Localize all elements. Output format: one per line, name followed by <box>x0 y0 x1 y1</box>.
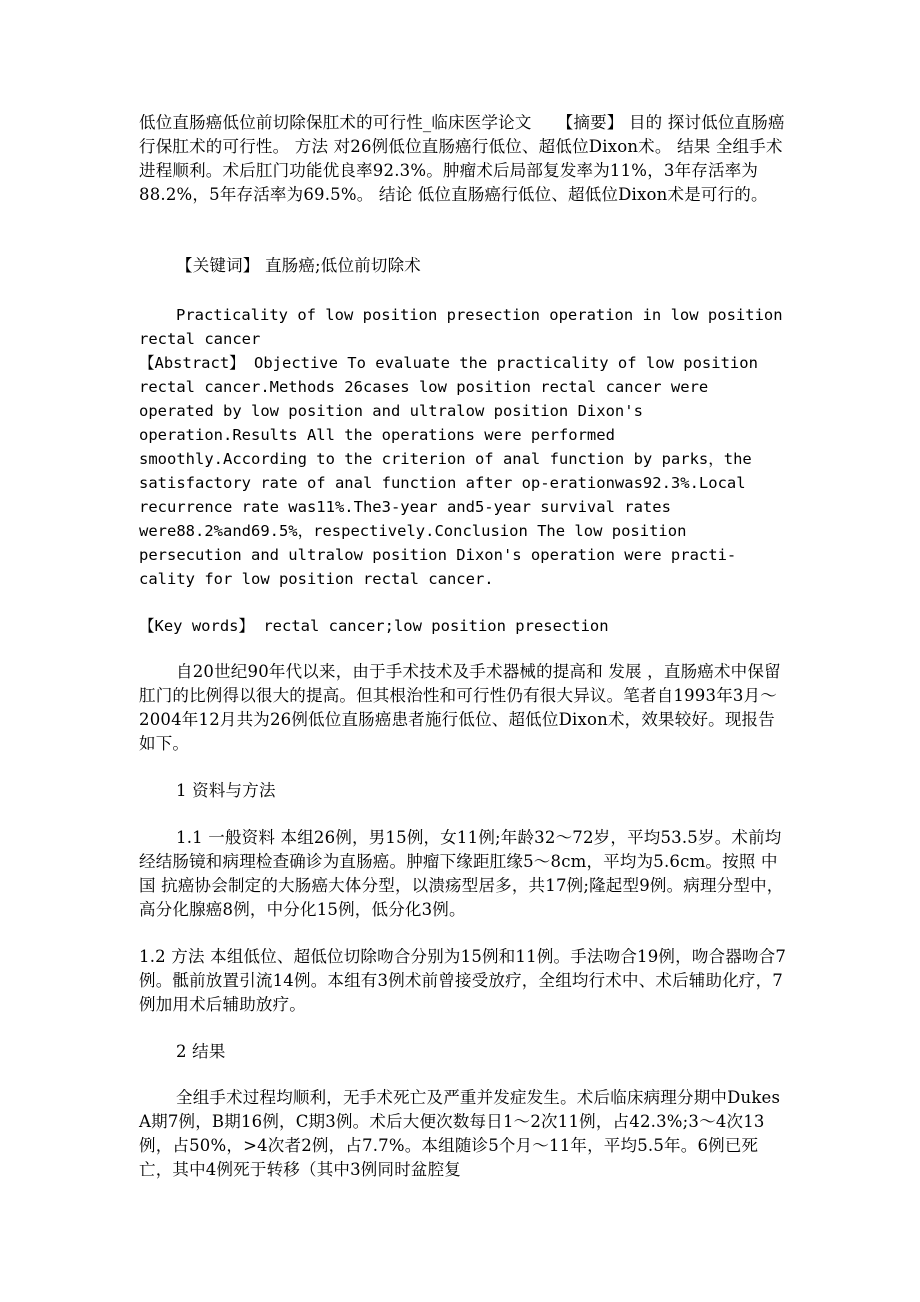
keywords-cn: 【关键词】 直肠癌;低位前切除术 <box>176 256 422 275</box>
section2-paragraph: 全组手术过程均顺利，无手术死亡及严重并发症发生。术后临床病理分期中Dukes A期7例，B期16例，C期3例。术后大便次数每日1～2次11例，占42.3%;3～4次13例，占50%，>4次者2例，占7.7%。本组随诊5个月～11年，平均5.5年。6例已死亡，其中4例死于转移（其中3例同时盆腔复 <box>139 1088 781 1179</box>
abstract-en: 【Abstract】 Objective To evaluate the practicality of low position rectal cancer.Methods 26cases low position rectal cancer were operated by low position and ultralow position Dixon's operation.Results All the operations were performed smoothly.According to the criterion of anal function by parks，the satisfactory rate of anal function after op-erationwas92.3%.Local recurrence rate was11%.The3-year and5-year survival rates were88.2%and69.5%，respectively.Conclusion The low position persecution and ultralow position Dixon's operation were practi- cality for low position rectal cancer. <box>139 354 758 588</box>
title-en: Practicality of low position presection operation in low position rectal cancer <box>139 306 783 348</box>
section2-heading: 2 结果 <box>176 1042 226 1061</box>
section1-2-paragraph: 1.2 方法 本组低位、超低位切除吻合分别为15例和11例。手法吻合19例，吻合器吻合7例。骶前放置引流14例。本组有3例术前曾接受放疗，全组均行术中、术后辅助化疗，7例加用术后辅助放疗。 <box>139 947 787 1014</box>
title-and-abstract-cn: 低位直肠癌低位前切除保肛术的可行性_临床医学论文 【摘要】 目的 探讨低位直肠癌行保肛术的可行性。 方法 对26例低位直肠癌行低位、超低位Dixon术。 结果 全组手术进程顺利。术后肛门功能优良率92.3%。肿瘤术后局部复发率为11%，3年存活率为88.2%，5年存活率为69.5%。 结论 低位直肠癌行低位、超低位Dixon术是可行的。 <box>139 113 785 204</box>
section1-1-paragraph: 1.1 一般资料 本组26例，男15例，女11例;年龄32～72岁，平均53.5岁。术前均经结肠镜和病理检查确诊为直肠癌。肿瘤下缘距肛缘5～8cm，平均为5.6cm。按照 中国 抗癌协会制定的大肠癌大体分型，以溃疡型居多，共17例;隆起型9例。病理分型中，高分化腺癌8例，中分化15例，低分化3例。 <box>139 828 784 919</box>
intro-paragraph: 自20世纪90年代以来，由于手术技术及手术器械的提高和 发展 ，直肠癌术中保留肛门的比例得以很大的提高。但其根治性和可行性仍有很大异议。笔者自1993年3月～2004年12月共为26例低位直肠癌患者施行低位、超低位Dixon术，效果较好。现报告如下。 <box>139 662 781 753</box>
section1-heading: 1 资料与方法 <box>176 781 276 800</box>
keywords-en: 【Key words】 rectal cancer;low position presection <box>139 617 609 635</box>
